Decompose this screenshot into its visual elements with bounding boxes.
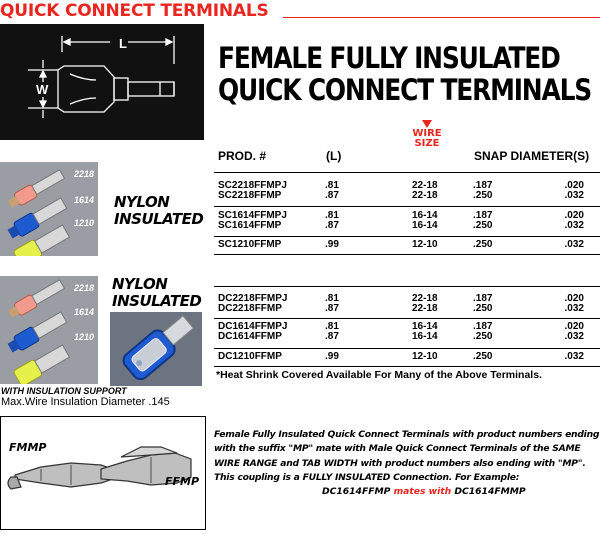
terminal-outline-drawing — [0, 24, 204, 140]
col-header-wire-size: WIRE SIZE — [405, 120, 449, 149]
thumb-label-2218: 2218 — [74, 283, 95, 293]
female-terminal-label: FFMP — [165, 475, 200, 488]
table-row: SC1614FFMPJ .81 16-14 .187 .020 — [218, 210, 584, 221]
coupling-illustration — [1, 417, 207, 531]
thumb-label-1210: 1210 — [74, 218, 95, 228]
coupling-illustration-box — [0, 416, 206, 530]
thumb-label-1614: 1614 — [74, 307, 95, 317]
table1-group-1210 — [214, 240, 600, 250]
mating-description: Female Fully Insulated Quick Connect Terminals with product numbers ending with the suffix "MP" mate with Male Quick Connect Terminals of the SAME WIRE RANGE and TAB WIDTH with product numbers also ending with "MP". This coupling is a FULLY INSULATED Connection. For Example: — [214, 429, 600, 484]
table-row: DC2218FFMPJ .81 22-18 .187 .020 — [218, 293, 584, 304]
thumb-label-2218: 2218 — [74, 169, 95, 179]
cutaway-terminal-illustration — [110, 312, 202, 386]
table-row: DC1210FFMP .99 12-10 .250 .032 — [218, 351, 584, 362]
table-row: DC1614FFMPJ .81 16-14 .187 .020 — [218, 321, 584, 332]
nylon-insulated-label-1: NYLON INSULATED — [114, 193, 204, 228]
example-male-part: DC1614FMMP — [454, 486, 526, 497]
male-terminal-label: FMMP — [9, 441, 47, 454]
length-label: L — [119, 36, 127, 51]
table-row: SC2218FFMPJ .81 22-18 .187 .020 — [218, 180, 584, 191]
table1-group-1614 — [214, 211, 600, 231]
down-arrow-icon — [422, 120, 432, 128]
section-title-rule — [283, 17, 600, 18]
mating-example — [322, 486, 526, 497]
dimension-diagram — [0, 24, 204, 140]
heat-shrink-note: *Heat Shrink Covered Available For Many of the Above Terminals. — [216, 369, 542, 381]
table1-rule-2 — [214, 206, 600, 207]
main-title-line2: QUICK CONNECT TERMINALS — [218, 73, 592, 107]
table2-rule-top — [214, 286, 600, 287]
table1-rule-bottom — [214, 254, 600, 255]
insulation-support-heading: WITH INSULATION SUPPORT — [1, 386, 127, 396]
table-row: SC2218FFMP .87 22-18 .250 .032 — [218, 190, 584, 201]
table2-group-2218 — [214, 294, 600, 314]
table2-rule-bottom — [214, 366, 600, 367]
table2-group-1614 — [214, 322, 600, 342]
table-row: DC2218FFMP .87 22-18 .250 .032 — [218, 303, 584, 314]
table-row: SC1614FFMP .87 16-14 .250 .032 — [218, 220, 584, 231]
cutaway-photo — [110, 312, 202, 386]
example-female-part: DC1614FFMP — [322, 486, 391, 497]
product-thumbnail-2 — [0, 276, 98, 384]
table-row: DC1614FFMP .87 16-14 .250 .032 — [218, 331, 584, 342]
table2-group-1210 — [214, 352, 600, 362]
thumb-label-1614: 1614 — [74, 195, 95, 205]
table2-rule-2 — [214, 318, 600, 319]
example-mates-with: mates with — [390, 486, 455, 497]
insulation-support-detail: Max.Wire Insulation Diameter .145 — [1, 396, 170, 408]
table2-rule-3 — [214, 348, 600, 349]
col-header-length: (L) — [326, 149, 342, 163]
nylon-insulated-label-2: NYLON INSULATED — [112, 275, 202, 310]
col-header-prod: PROD. # — [218, 149, 267, 163]
main-title-line1: FEMALE FULLY INSULATED — [218, 41, 560, 75]
col-header-snap-diameter: SNAP DIAMETER(S) — [474, 149, 590, 163]
table-row: SC1210FFMP .99 12-10 .250 .032 — [218, 239, 584, 250]
section-title: QUICK CONNECT TERMINALS — [0, 1, 269, 21]
width-label: W — [36, 82, 49, 97]
table1-rule-3 — [214, 236, 600, 237]
table1-rule-top — [214, 172, 600, 173]
main-title — [218, 41, 592, 107]
thumb-label-1210: 1210 — [74, 332, 95, 342]
table1-group-2218 — [214, 181, 600, 201]
product-thumbnail-1 — [0, 162, 98, 256]
